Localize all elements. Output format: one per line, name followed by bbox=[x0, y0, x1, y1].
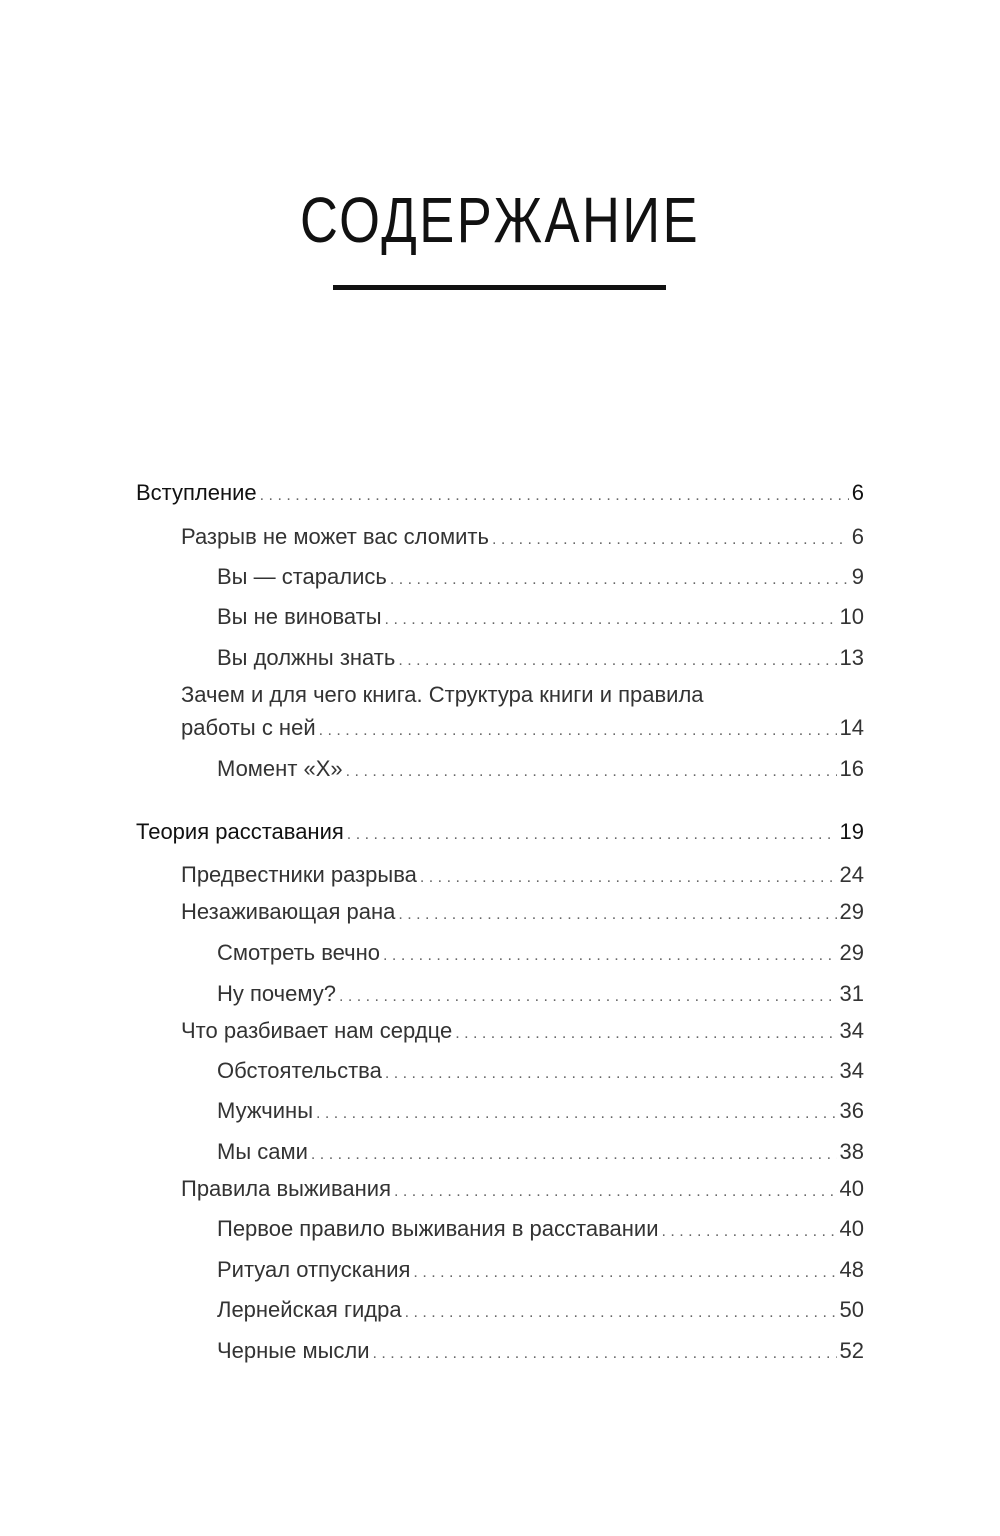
toc-entry[interactable] bbox=[217, 1255, 864, 1288]
toc-leader-dots bbox=[413, 1258, 836, 1288]
toc-entry[interactable] bbox=[217, 643, 864, 676]
toc-leader-dots bbox=[260, 481, 849, 511]
toc-leader-dots bbox=[398, 646, 836, 676]
toc-leader-dots bbox=[455, 1019, 836, 1049]
toc-entry-label: Лернейская гидра bbox=[217, 1297, 402, 1322]
toc-entry-label: Правила выживания bbox=[181, 1176, 391, 1201]
toc-entry[interactable] bbox=[217, 562, 864, 595]
toc-entry-page: 6 bbox=[851, 524, 864, 549]
toc-leader-dots bbox=[347, 820, 837, 850]
toc-entry-page: 36 bbox=[839, 1098, 864, 1123]
toc-entry[interactable] bbox=[217, 1137, 864, 1170]
toc-entry-page: 6 bbox=[851, 480, 864, 505]
toc-entry[interactable] bbox=[217, 979, 864, 1012]
toc-entry-label: Обстоятельства bbox=[217, 1058, 382, 1083]
toc-entry-label-line1[interactable]: Зачем и для чего книга. Структура книги и правила bbox=[181, 682, 704, 707]
toc-leader-dots bbox=[316, 1099, 837, 1129]
toc-entry[interactable] bbox=[217, 1214, 864, 1247]
toc-leader-dots bbox=[405, 1298, 837, 1328]
toc-entry-page: 31 bbox=[839, 981, 864, 1006]
toc-entry-label: Теория расставания bbox=[136, 819, 344, 844]
toc-entry[interactable] bbox=[217, 1056, 864, 1089]
toc-entry-label: Что разбивает нам сердце bbox=[181, 1018, 453, 1043]
toc-leader-dots bbox=[385, 605, 837, 635]
toc-leader-dots bbox=[390, 565, 849, 595]
toc-entry-page: 13 bbox=[839, 645, 864, 670]
toc-entry[interactable] bbox=[217, 1295, 864, 1328]
toc-entry-label: Смотреть вечно bbox=[217, 940, 381, 965]
toc-entry[interactable] bbox=[136, 478, 864, 511]
toc-entry-label: Мы сами bbox=[217, 1139, 308, 1164]
toc-leader-dots bbox=[398, 900, 836, 930]
toc-entry[interactable] bbox=[181, 522, 864, 555]
toc-entry[interactable] bbox=[181, 713, 864, 746]
toc-entry[interactable] bbox=[217, 938, 864, 971]
toc-entry-page: 34 bbox=[839, 1018, 864, 1043]
toc-entry[interactable] bbox=[181, 860, 864, 893]
toc-leader-dots bbox=[339, 982, 837, 1012]
toc-leader-dots bbox=[346, 757, 837, 787]
toc-leader-dots bbox=[492, 525, 849, 555]
toc-entry-label: Вступление bbox=[136, 480, 257, 505]
toc-entry-label: Незаживающая рана bbox=[181, 899, 396, 924]
toc-entry-page: 16 bbox=[839, 756, 864, 781]
toc-leader-dots bbox=[394, 1177, 837, 1207]
toc-entry-page: 14 bbox=[839, 715, 864, 740]
toc-entry-label: Первое правило выживания в расставании bbox=[217, 1216, 659, 1241]
toc-leader-dots bbox=[420, 863, 837, 893]
toc-leader-dots bbox=[385, 1059, 837, 1089]
toc-entry-page: 29 bbox=[839, 940, 864, 965]
toc-entry-label: Вы не виноваты bbox=[217, 604, 382, 629]
toc-entry-label: Предвестники разрыва bbox=[181, 862, 417, 887]
toc-entry-label: Ритуал отпускания bbox=[217, 1257, 411, 1282]
toc-entry-page: 34 bbox=[839, 1058, 864, 1083]
toc-entry-label: Вы должны знать bbox=[217, 645, 396, 670]
toc-entry[interactable] bbox=[217, 754, 864, 787]
toc-entry-label: Ну почему? bbox=[217, 981, 336, 1006]
toc-entry-page: 40 bbox=[839, 1216, 864, 1241]
toc-entry-label: Разрыв не может вас сломить bbox=[181, 524, 489, 549]
toc-entry[interactable] bbox=[136, 817, 864, 850]
toc-entry-page: 50 bbox=[839, 1297, 864, 1322]
toc-entry-page: 9 bbox=[851, 564, 864, 589]
toc-entry-page: 24 bbox=[839, 862, 864, 887]
toc-entry-page: 48 bbox=[839, 1257, 864, 1282]
toc-leader-dots bbox=[383, 941, 836, 971]
toc-entry-label: Момент «Х» bbox=[217, 756, 343, 781]
toc-leader-dots bbox=[319, 716, 837, 746]
toc-entry[interactable] bbox=[217, 1096, 864, 1129]
toc-entry[interactable] bbox=[181, 897, 864, 930]
page-title: СОДЕРЖАНИЕ bbox=[299, 184, 701, 256]
toc-entry-page: 29 bbox=[839, 899, 864, 924]
toc-leader-dots bbox=[311, 1140, 837, 1170]
toc-entry-label: Мужчины bbox=[217, 1098, 314, 1123]
toc-entry[interactable] bbox=[181, 1016, 864, 1049]
toc-entry-page: 52 bbox=[839, 1338, 864, 1363]
toc-entry[interactable] bbox=[217, 1336, 864, 1369]
toc-entry[interactable] bbox=[217, 602, 864, 635]
toc-leader-dots bbox=[373, 1339, 837, 1369]
toc-entry-label: Черные мысли bbox=[217, 1338, 370, 1363]
toc-leader-dots bbox=[661, 1217, 836, 1247]
toc-entry-page: 19 bbox=[839, 819, 864, 844]
toc-entry-label: Вы — старались bbox=[217, 564, 387, 589]
toc-entry-label: работы с ней bbox=[181, 715, 316, 740]
toc-entry-page: 10 bbox=[839, 604, 864, 629]
toc-entry[interactable] bbox=[181, 1174, 864, 1207]
toc-entry-page: 40 bbox=[839, 1176, 864, 1201]
toc-entry-page: 38 bbox=[839, 1139, 864, 1164]
